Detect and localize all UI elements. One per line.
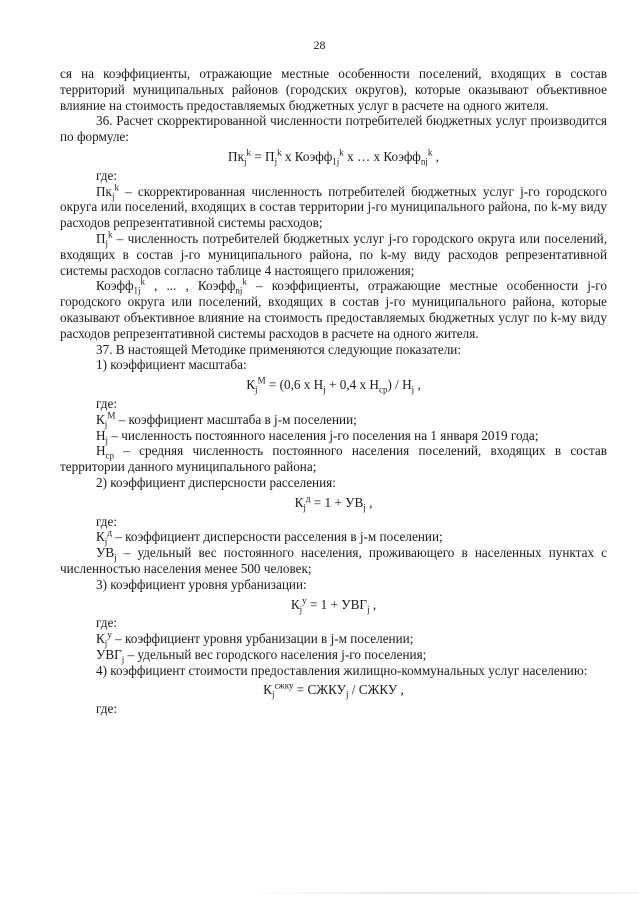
scan-edge-mark — [250, 892, 639, 894]
document-body — [60, 66, 607, 717]
item-1-heading: 1) коэффициент масштаба: — [96, 357, 247, 373]
paragraph-37: 37. В настоящей Методике применяются следующие показатели: — [96, 341, 462, 357]
where-label: где: — [96, 701, 117, 717]
page-number: 28 — [313, 38, 326, 52]
definition-pk: $Пк_j^k$ – скорректированная численность потребителей бюджетных услуг j-го городского округа или поселений, входящих в состав территории j-го муниципального района, по k-му виду расходов репрезентативной системы расходов; — [60, 182, 607, 231]
where-label: где: — [96, 513, 117, 529]
definition-uv: $УВ_j$ – удельный вес постоянного населения, проживающего в населенных пунктах с численностью населения менее 500 человек; — [60, 545, 607, 576]
where-label: где: — [96, 395, 117, 411]
item-2-heading: 2) коэффициент дисперсности расселения: — [96, 474, 336, 490]
definition-p: $П_j^k$ – численность потребителей бюджетных услуг j-го городского округа или поселений, входящих в состав j-го муниципального района, по k-му виду расходов репрезентативной системы расходов согласно таблице 4 настоящего приложения; — [60, 229, 607, 278]
paragraph-continuation: ся на коэффициенты, отражающие местные особенности поселений, входящих в состав территорий муниципальных районов (городских округов), которые оказывают объективное влияние на стоимость предоставляемых бюджетных услуг в расчете на одного жителя. — [60, 66, 607, 113]
definition-nj: $Н_j$ – численность постоянного населения j-го поселения на 1 января 2019 года; — [96, 427, 539, 446]
formula-adjusted-count: $Пк_j^k = П_j^k$ х Коэфф$_{1j}^k$ х … х Коэфф$_{nj}^k$ , — [228, 147, 439, 167]
formula-scale: $К_j^М = (0,6$ х $Н_j + 0,4$ х $Н_{ср}) / Н_j$ , — [246, 375, 421, 395]
formula-dispersion: $К_j^д = 1 + УВ_j$ , — [294, 493, 373, 513]
definition-kd: $К_j^д$ – коэффициент дисперсности расселения в j-м поселении; — [96, 527, 443, 547]
item-3-heading: 3) коэффициент уровня урбанизации: — [96, 576, 307, 592]
definition-uvg: $УВГ_j$ – удельный вес городского населения j-го поселения; — [96, 646, 427, 665]
where-label: где: — [96, 167, 117, 183]
where-label: где: — [96, 615, 117, 631]
definition-ncp: $Н_{ср}$ – средняя численность постоянного населения поселений, входящих в состав территории данного муниципального района; — [60, 443, 607, 475]
definition-ku: $К_j^у$ – коэффициент уровня урбанизации в j-м поселении; — [96, 629, 414, 649]
definition-koeff: Коэфф$_{1j}^k$ , ... , Коэфф$_{nj}^k$ – коэффициенты, отражающие местные особенности j-го городского округа или поселений, входящих в состав j-го муниципального района, которые оказывают объективное влияние на стоимость предоставляемых бюджетных услуг по k-му виду расходов репрезентативной системы расходов в расчете на одного жителя. — [60, 276, 607, 341]
paragraph-36: 36. Расчет скорректированной численности потребителей бюджетных услуг производится по формуле: — [60, 113, 607, 145]
definition-km: $К_j^М$ – коэффициент масштаба в j-м поселении; — [96, 410, 357, 430]
formula-housing-cost: $К_j^{сжку}$ = $СЖКУ_j$ / СЖКУ , — [263, 681, 404, 701]
formula-urbanization: $К_j^у = 1 + УВГ_j$ , — [290, 595, 377, 615]
item-4-heading: 4) коэффициент стоимости предоставления жилищно-коммунальных услуг населению: — [96, 662, 588, 678]
